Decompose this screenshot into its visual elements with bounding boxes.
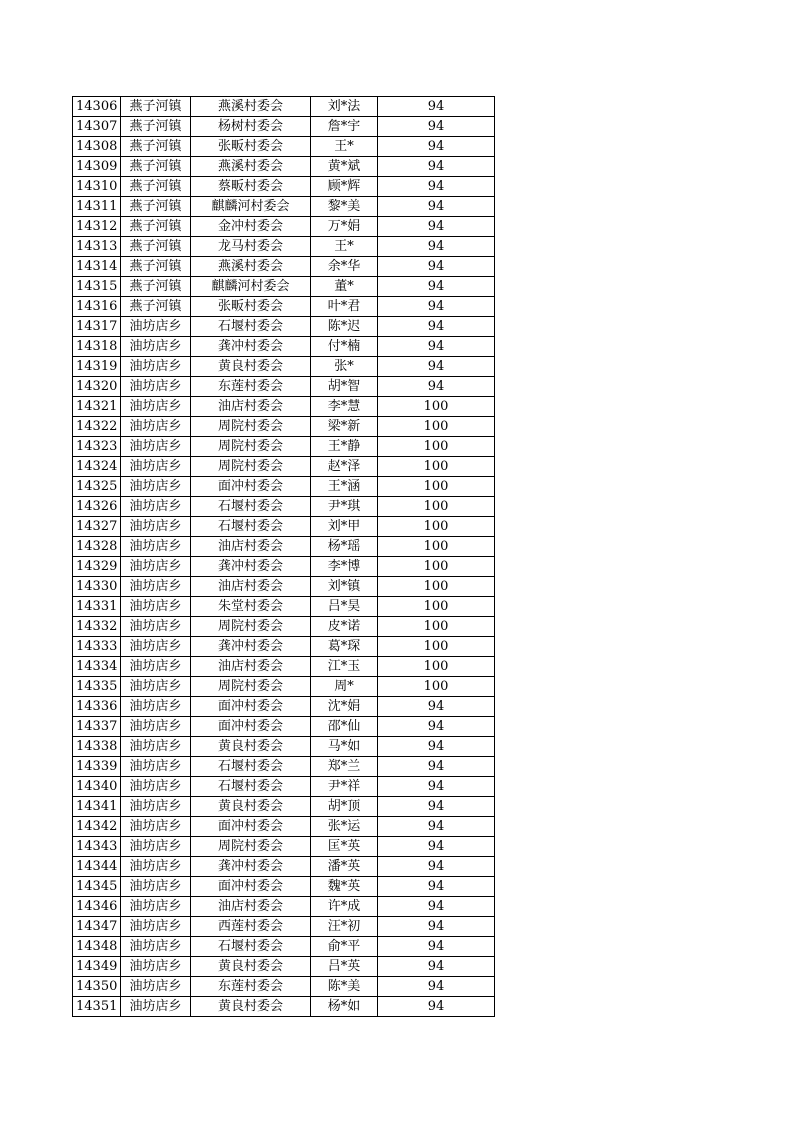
row-id-cell: 14351 [73,997,121,1017]
row-id-cell: 14318 [73,337,121,357]
score-cell: 94 [378,877,495,897]
town-cell: 油坊店乡 [121,857,191,877]
score-cell: 94 [378,797,495,817]
town-cell: 燕子河镇 [121,297,191,317]
score-cell: 94 [378,997,495,1017]
town-cell: 油坊店乡 [121,997,191,1017]
town-cell: 油坊店乡 [121,317,191,337]
town-cell: 油坊店乡 [121,937,191,957]
table-row [73,337,495,357]
name-cell: 李*慧 [311,397,378,417]
table-row [73,277,495,297]
name-cell: 王* [311,237,378,257]
name-cell: 邵*仙 [311,717,378,737]
village-cell: 杨树村委会 [191,117,311,137]
row-id-cell: 14311 [73,197,121,217]
village-cell: 面冲村委会 [191,697,311,717]
name-cell: 俞*平 [311,937,378,957]
village-cell: 燕溪村委会 [191,257,311,277]
score-cell: 100 [378,517,495,537]
table-row [73,917,495,937]
name-cell: 胡*智 [311,377,378,397]
row-id-cell: 14334 [73,657,121,677]
town-cell: 油坊店乡 [121,977,191,997]
row-id-cell: 14347 [73,917,121,937]
score-cell: 100 [378,577,495,597]
town-cell: 油坊店乡 [121,837,191,857]
village-cell: 燕溪村委会 [191,157,311,177]
score-cell: 94 [378,297,495,317]
name-cell: 汪*初 [311,917,378,937]
score-cell: 100 [378,537,495,557]
village-cell: 麒麟河村委会 [191,277,311,297]
row-id-cell: 14309 [73,157,121,177]
table-row [73,117,495,137]
score-cell: 94 [378,377,495,397]
table-row [73,817,495,837]
town-cell: 油坊店乡 [121,877,191,897]
village-cell: 周院村委会 [191,457,311,477]
table-row [73,897,495,917]
town-cell: 油坊店乡 [121,657,191,677]
town-cell: 油坊店乡 [121,737,191,757]
score-cell: 94 [378,917,495,937]
score-cell: 94 [378,697,495,717]
town-cell: 燕子河镇 [121,157,191,177]
score-cell: 94 [378,897,495,917]
table-row [73,197,495,217]
row-id-cell: 14329 [73,557,121,577]
town-cell: 油坊店乡 [121,357,191,377]
name-cell: 刘*法 [311,97,378,117]
town-cell: 油坊店乡 [121,637,191,657]
score-cell: 94 [378,817,495,837]
name-cell: 胡*顶 [311,797,378,817]
table-row [73,877,495,897]
score-cell: 94 [378,757,495,777]
town-cell: 油坊店乡 [121,457,191,477]
row-id-cell: 14312 [73,217,121,237]
score-cell: 94 [378,197,495,217]
table-row [73,797,495,817]
town-cell: 油坊店乡 [121,337,191,357]
name-cell: 赵*泽 [311,457,378,477]
village-cell: 龙马村委会 [191,237,311,257]
score-cell: 100 [378,497,495,517]
village-cell: 西莲村委会 [191,917,311,937]
town-cell: 油坊店乡 [121,397,191,417]
row-id-cell: 14346 [73,897,121,917]
village-cell: 黄良村委会 [191,997,311,1017]
table-row [73,837,495,857]
table-row [73,957,495,977]
table-row [73,517,495,537]
row-id-cell: 14337 [73,717,121,737]
row-id-cell: 14327 [73,517,121,537]
table-row [73,397,495,417]
name-cell: 葛*琛 [311,637,378,657]
village-cell: 周院村委会 [191,617,311,637]
table-row [73,597,495,617]
row-id-cell: 14338 [73,737,121,757]
table-row [73,617,495,637]
score-cell: 94 [378,217,495,237]
town-cell: 油坊店乡 [121,797,191,817]
village-cell: 面冲村委会 [191,717,311,737]
score-cell: 100 [378,457,495,477]
town-cell: 油坊店乡 [121,697,191,717]
village-cell: 金冲村委会 [191,217,311,237]
village-cell: 黄良村委会 [191,737,311,757]
table-row [73,677,495,697]
name-cell: 黄*斌 [311,157,378,177]
table-row [73,757,495,777]
town-cell: 油坊店乡 [121,917,191,937]
name-cell: 张*运 [311,817,378,837]
row-id-cell: 14307 [73,117,121,137]
score-cell: 94 [378,857,495,877]
row-id-cell: 14319 [73,357,121,377]
name-cell: 周* [311,677,378,697]
score-cell: 100 [378,617,495,637]
village-cell: 油店村委会 [191,657,311,677]
village-cell: 黄良村委会 [191,357,311,377]
row-id-cell: 14326 [73,497,121,517]
row-id-cell: 14316 [73,297,121,317]
table-row [73,317,495,337]
name-cell: 皮*诺 [311,617,378,637]
town-cell: 燕子河镇 [121,97,191,117]
village-cell: 张畈村委会 [191,297,311,317]
village-cell: 油店村委会 [191,397,311,417]
village-cell: 东莲村委会 [191,377,311,397]
score-cell: 100 [378,637,495,657]
town-cell: 油坊店乡 [121,497,191,517]
village-cell: 黄良村委会 [191,797,311,817]
village-cell: 龚冲村委会 [191,557,311,577]
table-row [73,537,495,557]
name-cell: 杨*瑶 [311,537,378,557]
score-cell: 94 [378,157,495,177]
village-cell: 面冲村委会 [191,477,311,497]
name-cell: 王*静 [311,437,378,457]
town-cell: 油坊店乡 [121,717,191,737]
town-cell: 油坊店乡 [121,777,191,797]
table-row [73,657,495,677]
town-cell: 油坊店乡 [121,577,191,597]
name-cell: 刘*镇 [311,577,378,597]
data-table [72,96,495,1017]
row-id-cell: 14323 [73,437,121,457]
name-cell: 叶*君 [311,297,378,317]
name-cell: 刘*甲 [311,517,378,537]
town-cell: 燕子河镇 [121,177,191,197]
score-cell: 100 [378,677,495,697]
row-id-cell: 14343 [73,837,121,857]
town-cell: 油坊店乡 [121,377,191,397]
name-cell: 陈*迟 [311,317,378,337]
name-cell: 付*楠 [311,337,378,357]
town-cell: 油坊店乡 [121,597,191,617]
row-id-cell: 14330 [73,577,121,597]
village-cell: 朱堂村委会 [191,597,311,617]
row-id-cell: 14332 [73,617,121,637]
village-cell: 东莲村委会 [191,977,311,997]
table-row [73,997,495,1017]
score-cell: 94 [378,117,495,137]
score-cell: 100 [378,417,495,437]
row-id-cell: 14335 [73,677,121,697]
name-cell: 黎*美 [311,197,378,217]
town-cell: 燕子河镇 [121,197,191,217]
score-cell: 94 [378,977,495,997]
row-id-cell: 14350 [73,977,121,997]
village-cell: 石堰村委会 [191,517,311,537]
row-id-cell: 14339 [73,757,121,777]
table-row [73,937,495,957]
row-id-cell: 14345 [73,877,121,897]
score-cell: 100 [378,557,495,577]
table-row [73,717,495,737]
row-id-cell: 14310 [73,177,121,197]
town-cell: 油坊店乡 [121,957,191,977]
row-id-cell: 14314 [73,257,121,277]
table-row [73,137,495,157]
name-cell: 余*华 [311,257,378,277]
town-cell: 油坊店乡 [121,757,191,777]
row-id-cell: 14342 [73,817,121,837]
score-cell: 94 [378,177,495,197]
table-row [73,177,495,197]
town-cell: 燕子河镇 [121,277,191,297]
town-cell: 燕子河镇 [121,137,191,157]
score-cell: 94 [378,777,495,797]
score-cell: 94 [378,97,495,117]
name-cell: 梁*新 [311,417,378,437]
village-cell: 石堰村委会 [191,317,311,337]
name-cell: 吕*英 [311,957,378,977]
village-cell: 油店村委会 [191,897,311,917]
score-cell: 100 [378,477,495,497]
name-cell: 尹*祥 [311,777,378,797]
name-cell: 江*玉 [311,657,378,677]
village-cell: 龚冲村委会 [191,337,311,357]
village-cell: 黄良村委会 [191,957,311,977]
score-cell: 94 [378,837,495,857]
row-id-cell: 14321 [73,397,121,417]
row-id-cell: 14320 [73,377,121,397]
name-cell: 沈*娟 [311,697,378,717]
score-cell: 100 [378,597,495,617]
table-row [73,237,495,257]
score-cell: 94 [378,137,495,157]
row-id-cell: 14333 [73,637,121,657]
row-id-cell: 14349 [73,957,121,977]
table-row [73,297,495,317]
row-id-cell: 14317 [73,317,121,337]
village-cell: 张畈村委会 [191,137,311,157]
row-id-cell: 14322 [73,417,121,437]
name-cell: 马*如 [311,737,378,757]
score-cell: 94 [378,257,495,277]
table-row [73,977,495,997]
table-row [73,737,495,757]
table-row [73,577,495,597]
row-id-cell: 14308 [73,137,121,157]
name-cell: 董* [311,277,378,297]
village-cell: 周院村委会 [191,837,311,857]
score-cell: 94 [378,737,495,757]
town-cell: 燕子河镇 [121,257,191,277]
town-cell: 油坊店乡 [121,417,191,437]
village-cell: 面冲村委会 [191,817,311,837]
name-cell: 顾*辉 [311,177,378,197]
score-cell: 100 [378,437,495,457]
name-cell: 杨*如 [311,997,378,1017]
score-cell: 100 [378,657,495,677]
score-cell: 94 [378,717,495,737]
village-cell: 周院村委会 [191,677,311,697]
village-cell: 石堰村委会 [191,497,311,517]
name-cell: 詹*宇 [311,117,378,137]
town-cell: 油坊店乡 [121,817,191,837]
name-cell: 魏*英 [311,877,378,897]
score-cell: 94 [378,317,495,337]
town-cell: 油坊店乡 [121,477,191,497]
town-cell: 油坊店乡 [121,677,191,697]
village-cell: 燕溪村委会 [191,97,311,117]
town-cell: 油坊店乡 [121,517,191,537]
town-cell: 燕子河镇 [121,117,191,137]
town-cell: 油坊店乡 [121,897,191,917]
table-body [73,97,495,1017]
town-cell: 燕子河镇 [121,217,191,237]
score-cell: 94 [378,957,495,977]
table-row [73,637,495,657]
score-cell: 94 [378,277,495,297]
village-cell: 石堰村委会 [191,937,311,957]
table-row [73,857,495,877]
village-cell: 石堰村委会 [191,757,311,777]
row-id-cell: 14341 [73,797,121,817]
score-cell: 100 [378,397,495,417]
row-id-cell: 14331 [73,597,121,617]
village-cell: 龚冲村委会 [191,637,311,657]
town-cell: 油坊店乡 [121,537,191,557]
table-row [73,257,495,277]
row-id-cell: 14325 [73,477,121,497]
score-cell: 94 [378,337,495,357]
village-cell: 油店村委会 [191,537,311,557]
row-id-cell: 14324 [73,457,121,477]
town-cell: 油坊店乡 [121,437,191,457]
village-cell: 油店村委会 [191,577,311,597]
name-cell: 潘*英 [311,857,378,877]
table-row [73,557,495,577]
name-cell: 许*成 [311,897,378,917]
name-cell: 万*娟 [311,217,378,237]
table-row [73,697,495,717]
name-cell: 尹*琪 [311,497,378,517]
row-id-cell: 14340 [73,777,121,797]
table-row [73,357,495,377]
village-cell: 周院村委会 [191,437,311,457]
row-id-cell: 14336 [73,697,121,717]
score-cell: 94 [378,237,495,257]
town-cell: 燕子河镇 [121,237,191,257]
village-cell: 麒麟河村委会 [191,197,311,217]
row-id-cell: 14328 [73,537,121,557]
table-row [73,477,495,497]
name-cell: 匡*英 [311,837,378,857]
name-cell: 李*博 [311,557,378,577]
table-row [73,417,495,437]
row-id-cell: 14313 [73,237,121,257]
name-cell: 陈*美 [311,977,378,997]
village-cell: 面冲村委会 [191,877,311,897]
name-cell: 张* [311,357,378,377]
table-row [73,437,495,457]
town-cell: 油坊店乡 [121,617,191,637]
name-cell: 王*涵 [311,477,378,497]
score-cell: 94 [378,357,495,377]
town-cell: 油坊店乡 [121,557,191,577]
village-cell: 蔡畈村委会 [191,177,311,197]
score-cell: 94 [378,937,495,957]
village-cell: 石堰村委会 [191,777,311,797]
table-row [73,497,495,517]
village-cell: 周院村委会 [191,417,311,437]
name-cell: 郑*兰 [311,757,378,777]
table-row [73,377,495,397]
row-id-cell: 14344 [73,857,121,877]
table-row [73,157,495,177]
table-row [73,457,495,477]
row-id-cell: 14348 [73,937,121,957]
table-row [73,777,495,797]
name-cell: 王* [311,137,378,157]
row-id-cell: 14315 [73,277,121,297]
name-cell: 吕*昊 [311,597,378,617]
row-id-cell: 14306 [73,97,121,117]
table-row [73,217,495,237]
village-cell: 龚冲村委会 [191,857,311,877]
table-row [73,97,495,117]
